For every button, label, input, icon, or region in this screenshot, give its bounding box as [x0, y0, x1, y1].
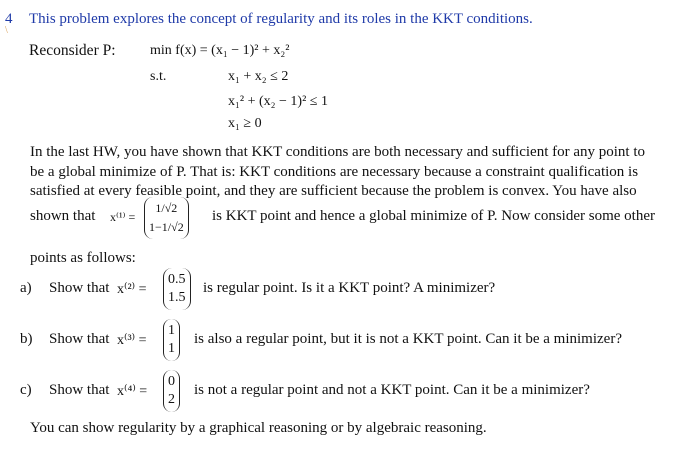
- item-c-label: c): [20, 382, 32, 398]
- reconsider-label: Reconsider P:: [29, 42, 116, 59]
- item-b-label: b): [20, 331, 33, 347]
- item-b-vector: [163, 319, 180, 361]
- constraint-1: x₁ + x₂ ≤ 2: [228, 69, 289, 84]
- item-a-label: a): [20, 280, 32, 296]
- item-c-vector: [163, 370, 180, 412]
- item-a-xlabel: x⁽²⁾ =: [117, 282, 147, 297]
- item-b-text: is also a regular point, but it is not a KKT point. Can it be a minimizer?: [194, 331, 622, 347]
- paragraph: [30, 143, 694, 202]
- item-c-vector-entry: 2: [168, 392, 175, 407]
- item-c-text: is not a regular point and not a KKT point. Can it be a minimizer?: [194, 382, 590, 398]
- item-b-vector-entry: 1: [168, 323, 175, 338]
- item-a-vector: [163, 268, 191, 310]
- item-c-xlabel: x⁽⁴⁾ =: [117, 384, 148, 399]
- paragraph-line: In the last HW, you have shown that KKT conditions are both necessary and sufficient for any point to: [30, 144, 646, 160]
- problem-statement: This problem explores the concept of regularity and its roles in the KKT conditions.: [29, 11, 533, 27]
- item-b-xlabel: x⁽³⁾ =: [117, 333, 147, 348]
- footer-note: You can show regularity by a graphical reasoning or by algebraic reasoning.: [30, 420, 487, 436]
- shown-suffix-text: is KKT point and hence a global minimize of P. Now consider some other: [212, 208, 655, 224]
- x1-vector: [144, 197, 189, 239]
- shown-that-text: shown that: [30, 208, 96, 224]
- item-b-show: Show that: [49, 331, 110, 347]
- item-c-vector-entry: 0: [168, 374, 175, 389]
- x1-vector-entry: 1−1/√2: [149, 220, 184, 234]
- item-a-show: Show that: [49, 280, 110, 296]
- objective: min f(x) = (x₁ − 1)² + x₂²: [150, 43, 290, 58]
- paragraph-line: be a global minimize of P. That is: KKT conditions are necessary because a constraint qualification is: [30, 163, 639, 180]
- constraint-3: x₁ ≥ 0: [228, 116, 262, 131]
- paragraph-line: satisfied at every feasible point, and they are sufficient because the problem is convex. You have also: [30, 183, 637, 199]
- margin-mark: \: [5, 25, 8, 36]
- points-intro: points as follows:: [30, 250, 136, 266]
- constraint-2: x₁² + (x₂ − 1)² ≤ 1: [228, 94, 328, 109]
- item-c-show: Show that: [49, 382, 110, 398]
- problem-number: 4: [5, 11, 13, 27]
- x1-label: x⁽¹⁾ =: [110, 210, 136, 224]
- item-a-text: is regular point. Is it a KKT point? A minimizer?: [203, 280, 496, 296]
- item-a-vector-entry: 1.5: [168, 290, 186, 305]
- st-label: s.t.: [150, 69, 167, 84]
- item-a-vector-entry: 0.5: [168, 272, 186, 287]
- item-b-vector-entry: 1: [168, 341, 175, 356]
- x1-vector-entry: 1/√2: [155, 201, 178, 215]
